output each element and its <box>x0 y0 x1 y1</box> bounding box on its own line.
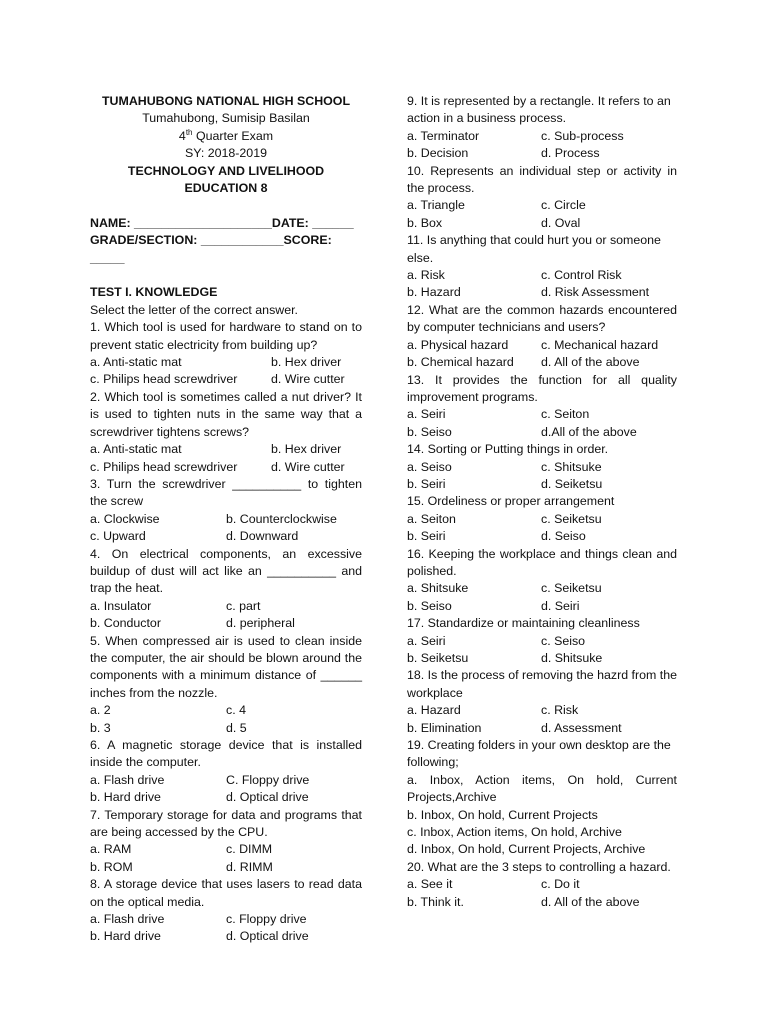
answer-option: b. Counterclockwise <box>226 511 337 526</box>
answer-option: a. Seiso <box>407 459 452 474</box>
answer-option: c. Risk <box>541 703 579 718</box>
answer-option: b. Decision <box>407 146 469 161</box>
answer-options <box>407 702 677 737</box>
question-block <box>407 163 677 233</box>
question-block <box>407 737 677 859</box>
answer-option: d. Optical drive <box>226 790 309 805</box>
question-block <box>90 389 362 476</box>
answer-option: b. Box <box>407 215 443 230</box>
answer-option: a. See it <box>407 877 453 892</box>
answer-option: b. Seiso <box>407 424 452 439</box>
question-block <box>407 493 677 545</box>
question-text: 5. When compressed air is used to clean inside the computer, the air should be blown around the components with a minimum distance of ______ inches from the nozzle. <box>90 633 362 700</box>
answer-option: d. Wire cutter <box>271 459 345 474</box>
answer-option: d. Process <box>541 146 600 161</box>
question-block <box>407 859 677 911</box>
question-text: 13. It provides the function for all quality improvement programs. <box>407 372 677 404</box>
question-text: 20. What are the 3 steps to controlling a hazard. <box>407 859 671 874</box>
answer-option: b. 3 <box>90 720 111 735</box>
question-block <box>407 546 677 616</box>
answer-option: b. Chemical hazard <box>407 355 514 370</box>
answer-option: c. Do it <box>541 877 580 892</box>
answer-option: c. Seiketsu <box>541 511 602 526</box>
answer-option: c. Upward <box>90 529 146 544</box>
answer-option: a. RAM <box>90 842 132 857</box>
answer-option: d. peripheral <box>226 616 295 631</box>
answer-option: d. Inbox, On hold, Current Projects, Archive <box>407 842 646 857</box>
answer-option: b. Inbox, On hold, Current Projects <box>407 807 598 822</box>
question-block <box>90 319 362 389</box>
answer-option: c. Control Risk <box>541 268 622 283</box>
question-block <box>90 737 362 807</box>
answer-option: c. Sub-process <box>541 128 624 143</box>
question-block <box>407 232 677 302</box>
answer-option: d. Seiketsu <box>541 476 603 491</box>
answer-option: a. Physical hazard <box>407 337 509 352</box>
answer-option: d.All of the above <box>541 424 637 439</box>
school-address: Tumahubong, Sumisip Basilan <box>142 111 310 126</box>
left-column <box>90 93 362 946</box>
answer-option: b. Conductor <box>90 616 161 631</box>
test-title: TEST I. KNOWLEDGE <box>90 285 218 300</box>
answer-option: c. Seiketsu <box>541 581 602 596</box>
question-text: 7. Temporary storage for data and programs that are being accessed by the CPU. <box>90 807 362 840</box>
answer-option: c. Seiso <box>541 633 586 648</box>
answer-options <box>90 702 362 737</box>
exam-title: 4th Quarter Exam <box>178 127 274 143</box>
answer-option: a. Seiri <box>407 633 446 648</box>
answer-option: a. Clockwise <box>90 511 160 526</box>
answer-option: c. Philips head screwdriver <box>90 459 238 474</box>
answer-options <box>407 580 677 615</box>
answer-option: b. Seiri <box>407 529 446 544</box>
name-date-line: NAME: ____________________DATE: ______ <box>90 215 354 230</box>
answer-option: a. Seiton <box>407 511 456 526</box>
answer-option: b. Think it. <box>407 894 464 909</box>
answer-option: c. DIMM <box>226 842 273 857</box>
answer-option: d. All of the above <box>541 355 640 370</box>
answer-options <box>407 772 677 859</box>
question-text: 2. Which tool is sometimes called a nut driver? It is used to tighten nuts in the same way that a screwdriver tightens screws? <box>90 389 362 439</box>
answer-options <box>90 511 362 546</box>
answer-options <box>407 459 677 494</box>
question-block <box>407 667 677 737</box>
answer-option: a. Seiri <box>407 407 446 422</box>
answer-option: d. Oval <box>541 215 581 230</box>
answer-option: c. 4 <box>226 703 246 718</box>
answer-option: b. ROM <box>90 859 133 874</box>
question-text: 18. Is the process of removing the hazrd from the workplace <box>407 668 677 700</box>
answer-options <box>407 511 677 546</box>
question-text: 3. Turn the screwdriver __________ to tighten the screw <box>90 476 362 509</box>
right-column <box>407 93 677 911</box>
answer-options <box>407 337 677 372</box>
answer-options <box>90 598 362 633</box>
answer-option: d. Seiri <box>541 598 580 613</box>
question-block <box>407 93 677 163</box>
answer-option: C. Floppy drive <box>226 772 310 787</box>
answer-option: b. Seiketsu <box>407 651 469 665</box>
answer-options <box>90 354 362 389</box>
question-text: 1. Which tool is used for hardware to stand on to prevent static electricity from building up? <box>90 320 362 352</box>
answer-option: a. Shitsuke <box>407 581 469 596</box>
answer-option: b. Hex driver <box>271 442 342 457</box>
question-text: 4. On electrical components, an excessive buildup of dust will act like an __________ and trap the heat. <box>90 546 362 596</box>
question-text: 15. Ordeliness or proper arrangement <box>407 494 615 509</box>
answer-options <box>90 772 362 807</box>
question-text: 19. Creating folders in your own desktop are the following; <box>407 738 671 770</box>
answer-options <box>407 633 677 668</box>
answer-option: d. Downward <box>226 529 299 544</box>
question-block <box>90 807 362 877</box>
answer-option: a. Anti-static mat <box>90 355 182 370</box>
answer-option: d. Optical drive <box>226 929 309 944</box>
answer-option: c. Floppy drive <box>226 912 307 927</box>
answer-option: b. Hex driver <box>271 355 342 370</box>
question-text: 17. Standardize or maintaining cleanliness <box>407 616 640 631</box>
answer-option: b. Hard drive <box>90 790 161 805</box>
answer-option: c. Mechanical hazard <box>541 337 659 352</box>
school-name: TUMAHUBONG NATIONAL HIGH SCHOOL <box>101 94 351 108</box>
answer-option: d. Risk Assessment <box>541 285 650 300</box>
answer-option: b. Hazard <box>407 285 461 300</box>
question-text: 16. Keeping the workplace and things clean and polished. <box>407 546 677 578</box>
answer-option: c. part <box>226 598 261 613</box>
question-block <box>407 372 677 442</box>
answer-option: b. Seiso <box>407 598 452 613</box>
answer-options <box>90 441 362 476</box>
answer-option: d. Shitsuke <box>541 651 603 665</box>
question-text: 9. It is represented by a rectangle. It refers to an action in a business process. <box>407 94 671 126</box>
answer-option: a. Insulator <box>90 598 152 613</box>
question-text: 12. What are the common hazards encountered by computer technicians and users? <box>407 302 677 335</box>
answer-option: d. RIMM <box>226 859 273 874</box>
answer-option: a. Flash drive <box>90 912 165 927</box>
answer-options <box>407 876 677 911</box>
question-block <box>407 615 677 667</box>
question-block <box>90 546 362 633</box>
question-list-right <box>407 93 677 911</box>
answer-option: a. 2 <box>90 703 111 718</box>
answer-option: a. Terminator <box>407 128 480 143</box>
question-block <box>90 876 362 946</box>
answer-option: c. Circle <box>541 198 586 213</box>
answer-option: c. Philips head screwdriver <box>90 372 238 387</box>
question-text: 11. Is anything that could hurt you or someone else. <box>407 233 661 265</box>
answer-option: b. Elimination <box>407 720 482 735</box>
answer-options <box>407 128 677 163</box>
answer-option: a. Inbox, Action items, On hold, Current Projects,Archive <box>407 772 677 805</box>
question-text: 10. Represents an individual step or activity in the process. <box>407 163 677 196</box>
question-text: 6. A magnetic storage device that is installed inside the computer. <box>90 738 362 770</box>
answer-options <box>407 406 677 441</box>
answer-option: a. Hazard <box>407 703 461 718</box>
question-text: 14. Sorting or Putting things in order. <box>407 442 609 457</box>
answer-option: d. Wire cutter <box>271 372 345 387</box>
answer-option: b. Seiri <box>407 476 446 491</box>
answer-option: d. Seiso <box>541 529 586 544</box>
question-text: 8. A storage device that uses lasers to read data on the optical media. <box>90 877 362 909</box>
answer-options <box>90 841 362 876</box>
answer-option: b. Hard drive <box>90 929 161 944</box>
answer-options <box>90 911 362 946</box>
answer-option: c. Shitsuke <box>541 459 602 474</box>
answer-option: d. 5 <box>226 720 247 735</box>
question-block <box>90 476 362 546</box>
question-list-left <box>90 319 362 946</box>
school-year: SY: 2018-2019 <box>185 146 267 161</box>
answer-option: a. Flash drive <box>90 772 165 787</box>
answer-option: a. Triangle <box>407 198 465 213</box>
answer-option: d. All of the above <box>541 894 640 909</box>
answer-option: a. Risk <box>407 268 445 283</box>
answer-options <box>407 197 677 232</box>
grade-score-line: GRADE/SECTION: ____________SCORE: _____ <box>90 233 332 265</box>
question-block <box>90 633 362 737</box>
answer-option: d. Assessment <box>541 720 622 735</box>
question-block <box>407 441 677 493</box>
question-block <box>407 302 677 372</box>
test-instruction: Select the letter of the correct answer. <box>90 302 298 317</box>
answer-option: c. Inbox, Action items, On hold, Archive <box>407 825 622 840</box>
answer-option: c. Seiton <box>541 407 590 422</box>
answer-options <box>407 267 677 302</box>
subject-title: TECHNOLOGY AND LIVELIHOOD EDUCATION 8 <box>127 163 325 196</box>
answer-option: a. Anti-static mat <box>90 442 182 457</box>
